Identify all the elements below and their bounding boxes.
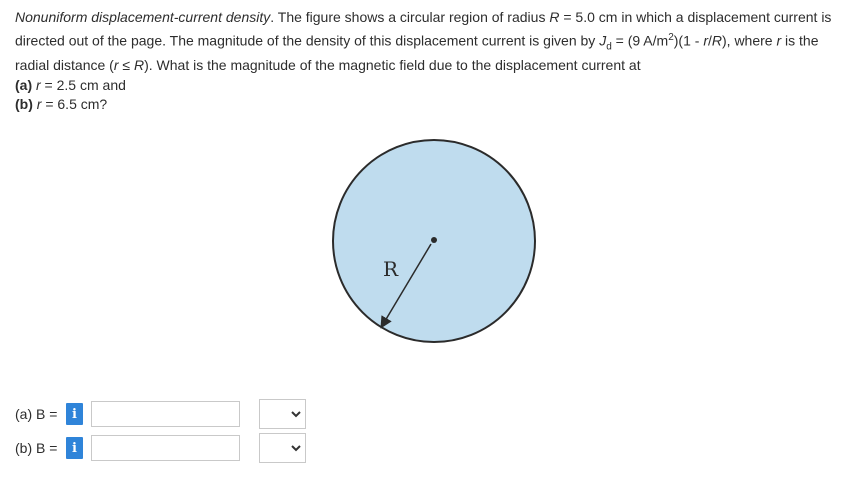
problem-line-3: radial distance (r ≤ R). What is the magnitude of the magnetic field due to the displacement current at — [15, 57, 641, 74]
answer-label-a: (a) B = — [15, 406, 58, 422]
problem-statement — [15, 8, 850, 115]
info-icon[interactable]: i — [66, 403, 83, 425]
problem-line-2: directed out of the page. The magnitude of the density of this displacement current is given by $J_d = (9$ $A/m^2)(1 - r/R)$, where r is the — [15, 31, 819, 52]
part-b-prompt: (b) r = 6.5 cm? — [15, 96, 108, 113]
problem-title: Nonuniform displacement-current density — [15, 9, 271, 25]
info-icon[interactable]: i — [66, 437, 83, 459]
answer-label-b: (b) B = — [15, 440, 58, 456]
chevron-down-icon — [291, 443, 301, 453]
center-dot — [431, 237, 437, 243]
answer-input-a[interactable] — [91, 401, 240, 427]
answer-input-b[interactable] — [91, 435, 240, 461]
answer-row-a — [15, 399, 240, 429]
answer-row-b — [15, 433, 240, 463]
unit-select-a[interactable] — [259, 399, 306, 429]
radius-label: R — [383, 257, 399, 281]
chevron-down-icon — [291, 409, 301, 419]
circular-region-figure — [328, 138, 543, 348]
part-a-prompt: (a) r = 2.5 cm and — [15, 76, 126, 93]
unit-select-b[interactable] — [259, 433, 306, 463]
problem-line-1: Nonuniform displacement-current density. The figure shows a circular region of radius R = 5.0 cm in which a displacement current is — [15, 9, 832, 25]
